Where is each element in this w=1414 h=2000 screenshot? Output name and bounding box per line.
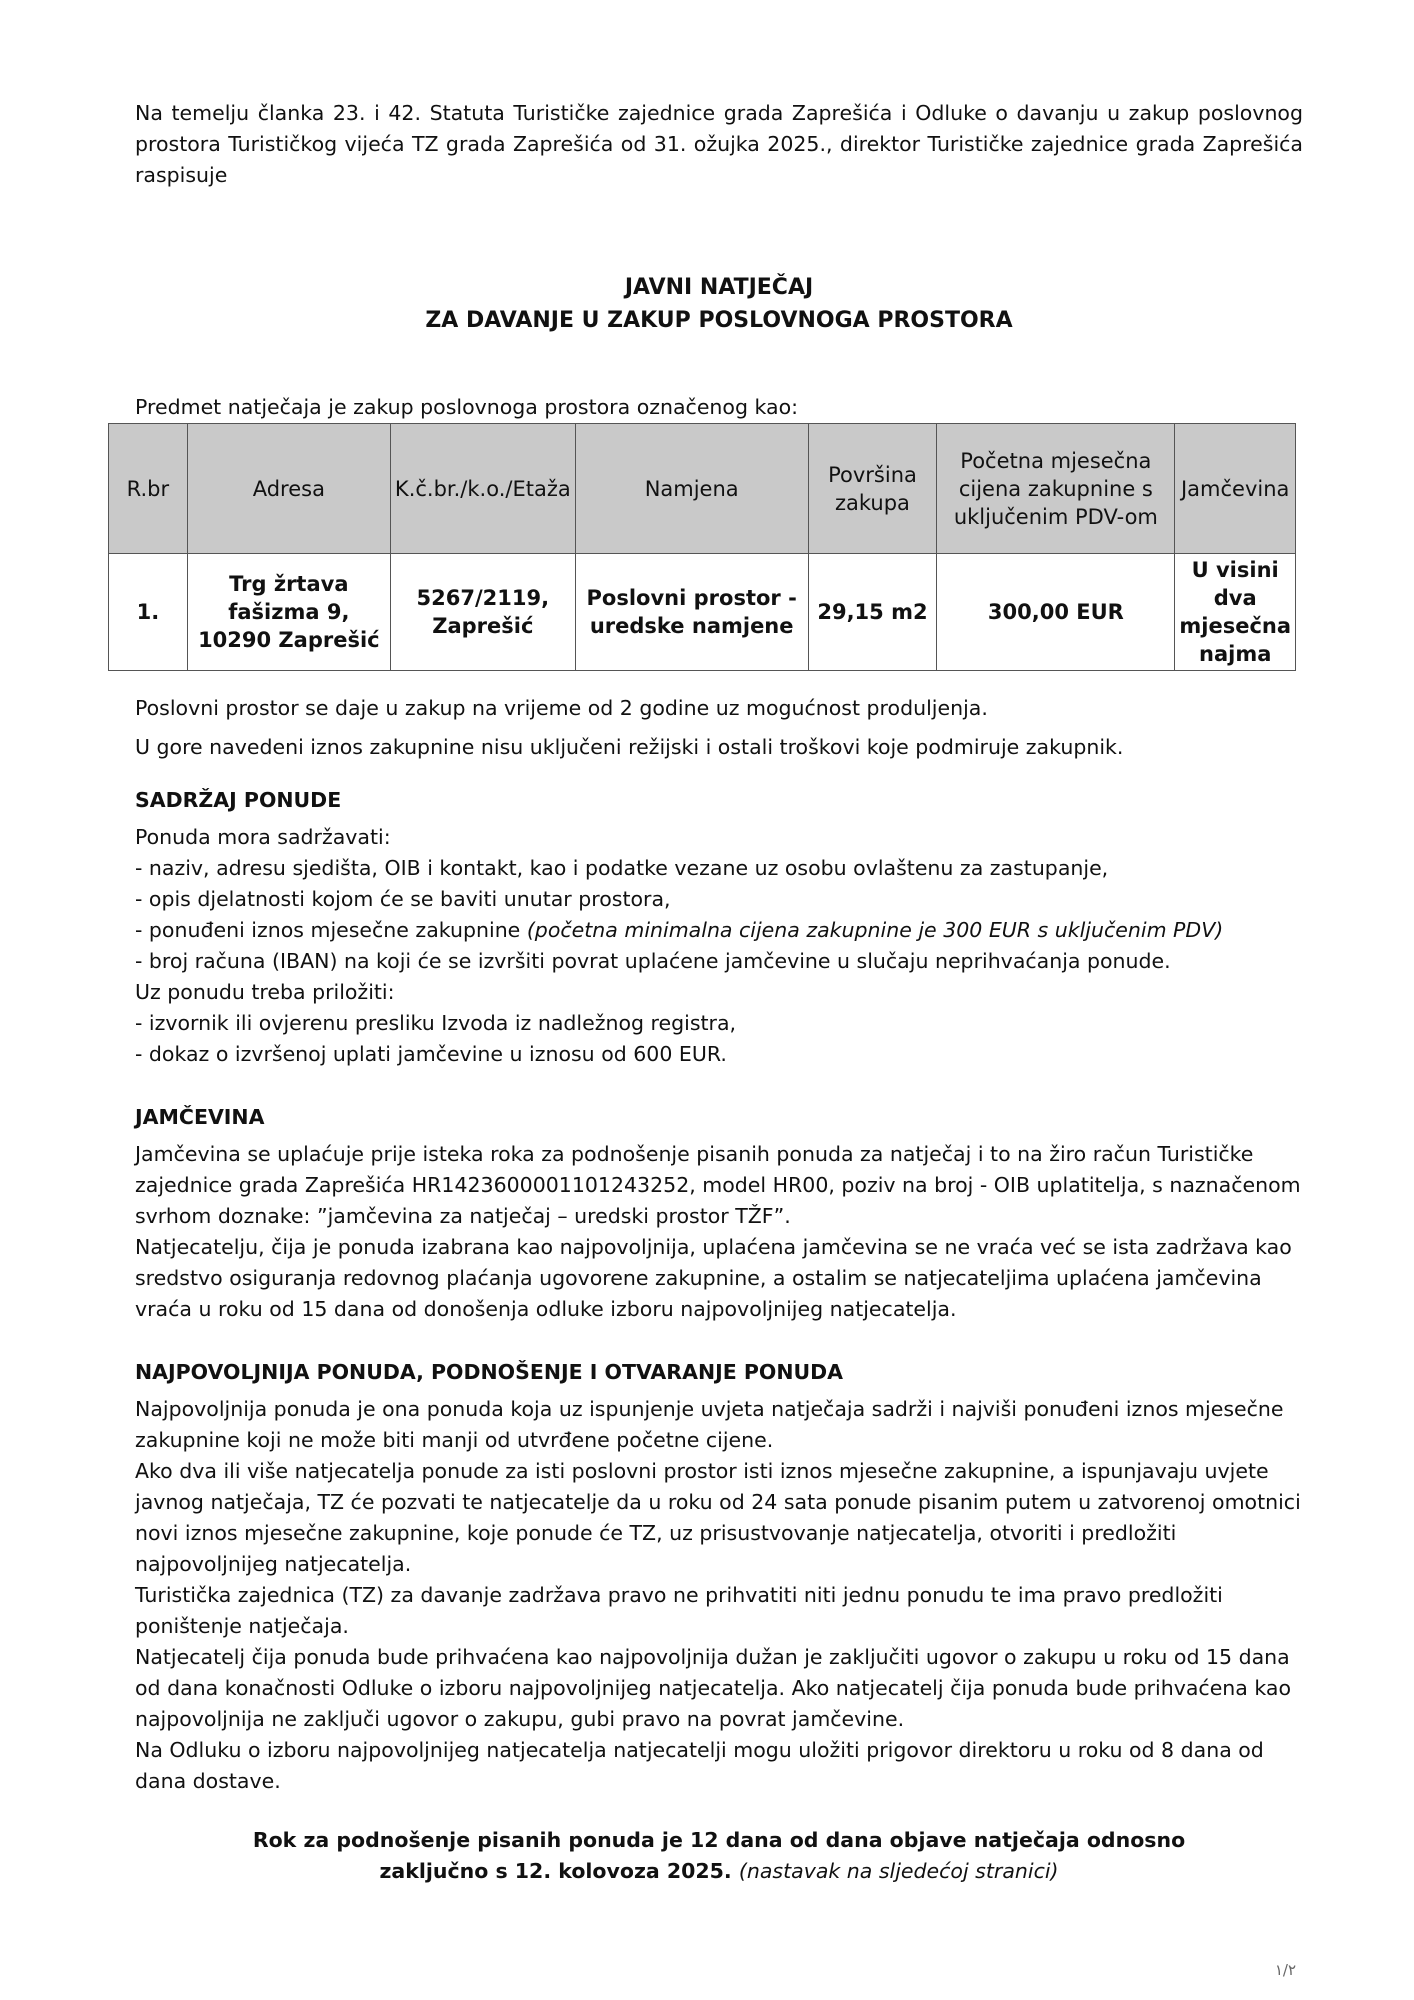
jamcevina-paragraph-1: Jamčevina se uplaćuje prije isteka roka za podnošenje pisanih ponuda za natječaj i to na žiro račun Turističke zajednice grada Zaprešića HR1423600001101243252, model HR00, poziv na broj - OIB uplatitelja, s naznačenom svrhom doznake: ”jamčevina za natječaj – uredski prostor TŽF”.: [135, 1142, 1301, 1228]
col-header-kcbr: K.č.br./k.o./Etaža: [390, 424, 575, 554]
lease-duration: Poslovni prostor se daje u zakup na vrijeme od 2 godine uz mogućnost produljenja.: [135, 696, 988, 720]
cell-namjena: Poslovni prostor - uredske namjene: [575, 554, 808, 671]
najpovoljnija-paragraph-5: Na Odluku o izboru najpovoljnijeg natjecatelja natjecatelji mogu uložiti prigovor direktoru u roku od 8 dana od dana dostave.: [135, 1738, 1264, 1793]
deadline-line-1: Rok za podnošenje pisanih ponuda je 12 dana od dana objave natječaja odnosno: [252, 1828, 1186, 1852]
najpovoljnija-paragraph-3: Turistička zajednica (TZ) za davanje zadržava pravo ne prihvatiti niti jednu ponudu te ima pravo predložiti poništenje natječaja.: [135, 1583, 1223, 1638]
deadline-date: zaključno s 12. kolovoza 2025.: [379, 1859, 732, 1883]
title-line-2: ZA DAVANJE U ZAKUP POSLOVNOGA PROSTORA: [425, 308, 1013, 333]
table-row: [109, 554, 1296, 671]
najpovoljnija-paragraph-2: Ako dva ili više natjecatelja ponude za isti poslovni prostor isti iznos mjesečne zakupnine, a ispunjavaju uvjete javnog natječaja, TZ će pozvati te natjecatelje da u roku od 24 sata ponude pisanim putem u zatvorenoj omotnici novi iznos mjesečne zakupnine, koje ponude će TZ, uz prisustvovanje natjecatelja, otvoriti i predložiti najpovoljnijeg natjecatelja.: [135, 1459, 1301, 1576]
col-header-jamcevina: Jamčevina: [1175, 424, 1296, 554]
table-header-row: [109, 424, 1296, 554]
list-item: Uz ponudu treba priložiti:: [135, 980, 395, 1004]
deadline-line-2: [135, 1856, 1303, 1887]
list-item: [135, 915, 1303, 946]
col-header-rbr: R.br: [109, 424, 188, 554]
costs-note: U gore navedeni iznos zakupnine nisu uključeni režijski i ostali troškovi koje podmiruje zakupnik.: [135, 735, 1124, 759]
najpovoljnija-paragraph-4: Natjecatelj čija ponuda bude prihvaćena kao najpovoljnija dužan je zaključiti ugovor o zakupu u roku od 15 dana od dana konačnosti Odluke o izboru najpovoljnijeg natjecatelja. Ako natjecatelj čija ponuda bude prihvaćena kao najpovoljnija ne zaključi ugovor o zakupu, gubi pravo na povrat jamčevine.: [135, 1645, 1291, 1731]
list-item-text: - ponuđeni iznos mjesečne zakupnine: [135, 918, 527, 942]
section-heading-jamcevina: JAMČEVINA: [135, 1105, 265, 1129]
cell-kcbr: 5267/2119, Zaprešić: [390, 554, 575, 671]
section-heading-sadrzaj: SADRŽAJ PONUDE: [135, 788, 342, 812]
intro-paragraph: Na temelju članka 23. i 42. Statuta Turističke zajednice grada Zaprešića i Odluke o davanju u zakup poslovnog prostora Turističkog vijeća TZ grada Zaprešića od 31. ožujka 2025., direktor Turističke zajednice grada Zaprešića raspisuje: [135, 101, 1303, 187]
list-item-note: (početna minimalna cijena zakupnine je 300 EUR s uključenim PDV): [526, 918, 1224, 942]
offer-content-list: [135, 822, 1303, 1070]
list-item: - izvornik ili ovjerenu presliku Izvoda iz nadležnog registra,: [135, 1011, 737, 1035]
jamcevina-paragraph-2: Natjecatelju, čija je ponuda izabrana kao najpovoljnija, uplaćena jamčevina se ne vraća već se ista zadržava kao sredstvo osiguranja redovnog plaćanja ugovorene zakupnine, a ostalim se natjecateljima uplaćena jamčevina vraća u roku od 15 dana od donošenja odluke izboru najpovoljnijeg natjecatelja.: [135, 1235, 1292, 1321]
property-table: [108, 423, 1296, 671]
najpovoljnija-paragraph-1: Najpovoljnija ponuda je ona ponuda koja uz ispunjenje uvjeta natječaja sadrži i najviši ponuđeni iznos mjesečne zakupnine koji ne može biti manji od utvrđene početne cijene.: [135, 1397, 1284, 1452]
col-header-povrsina: Površina zakupa: [808, 424, 937, 554]
list-item: - opis djelatnosti kojom će se baviti unutar prostora,: [135, 887, 671, 911]
document-title: [135, 271, 1303, 337]
cell-povrsina: 29,15 m2: [808, 554, 937, 671]
subject-lead: Predmet natječaja je zakup poslovnoga prostora označenog kao:: [135, 395, 799, 419]
list-item: Ponuda mora sadržavati:: [135, 825, 391, 849]
cell-adresa: Trg žrtava fašizma 9, 10290 Zaprešić: [187, 554, 390, 671]
document-page: [126, 98, 1303, 1887]
title-line-1: JAVNI NATJEČAJ: [624, 275, 814, 300]
cell-rbr: 1.: [109, 554, 188, 671]
cell-jamcevina: U visini dva mjesečna najma: [1175, 554, 1296, 671]
submission-deadline: [135, 1825, 1303, 1887]
page-number: ١/٢: [1274, 1961, 1296, 1979]
continuation-note: (nastavak na sljedećoj stranici): [738, 1859, 1059, 1883]
section-heading-najpovoljnija: NAJPOVOLJNIJA PONUDA, PODNOŠENJE I OTVARANJE PONUDA: [135, 1360, 844, 1384]
col-header-adresa: Adresa: [187, 424, 390, 554]
col-header-cijena: Početna mjesečna cijena zakupnine s uključenim PDV-om: [937, 424, 1175, 554]
list-item: - broj računa (IBAN) na koji će se izvršiti povrat uplaćene jamčevine u slučaju neprihvaćanja ponude.: [135, 949, 1171, 973]
list-item: - naziv, adresu sjedišta, OIB i kontakt, kao i podatke vezane uz osobu ovlaštenu za zastupanje,: [135, 856, 1109, 880]
col-header-namjena: Namjena: [575, 424, 808, 554]
cell-cijena: 300,00 EUR: [937, 554, 1175, 671]
lease-terms: [135, 693, 1303, 763]
list-item: - dokaz o izvršenoj uplati jamčevine u iznosu od 600 EUR.: [135, 1042, 727, 1066]
